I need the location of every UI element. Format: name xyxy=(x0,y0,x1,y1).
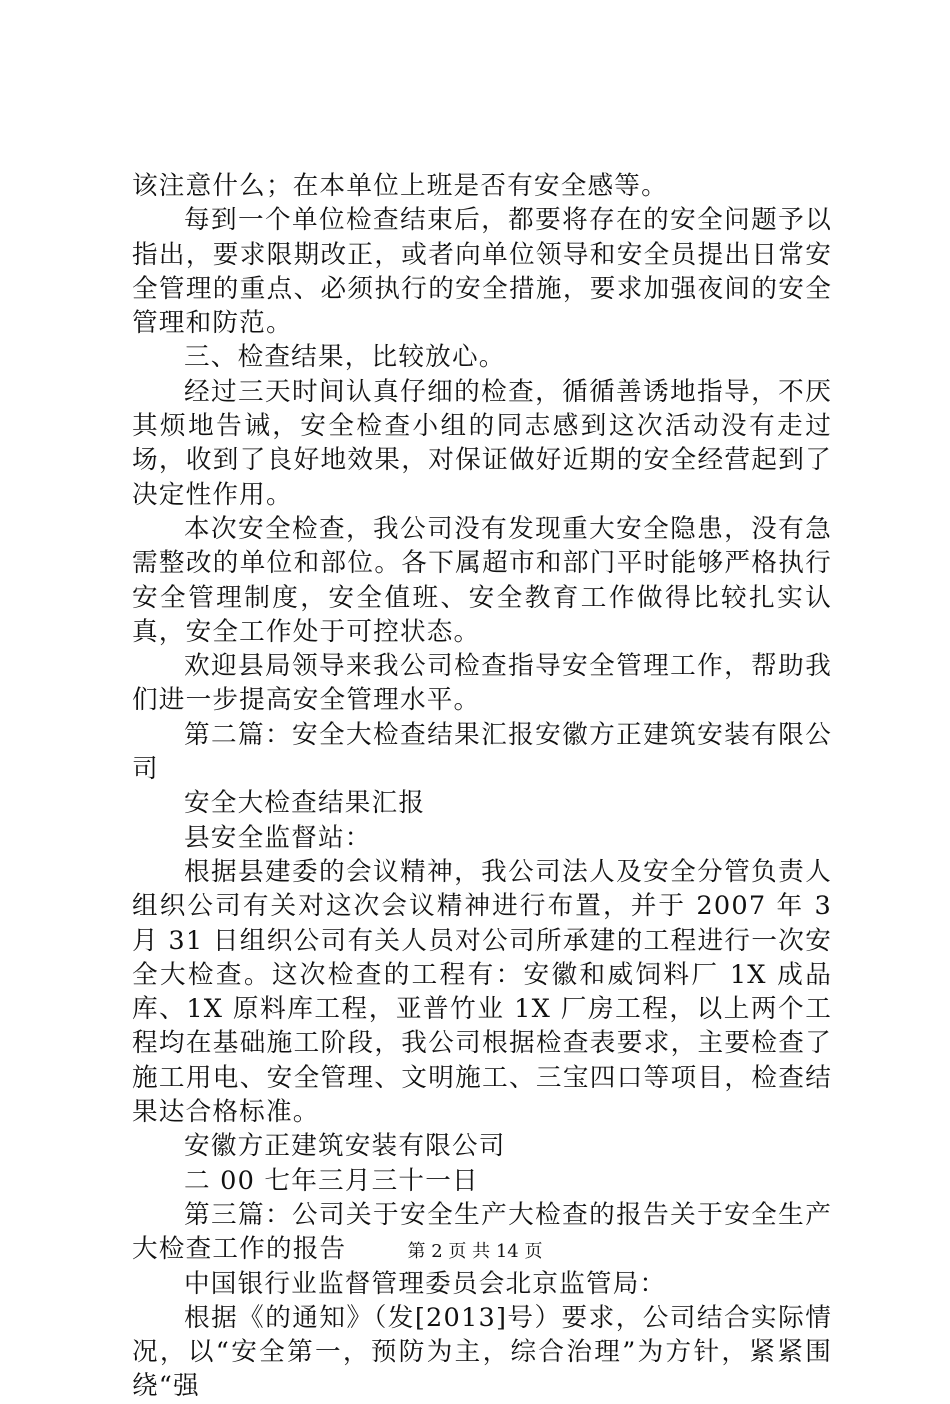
paragraph: 根据《的通知》（发[2013]号）要求，公司结合实际情况，以“安全第一，预防为主，综合治理”为方针，紧紧围绕“强 xyxy=(132,1302,832,1402)
chapter-heading: 第三篇：公司关于安全生产大检查的报告关于安全生产大检查工作的报告 xyxy=(132,1199,832,1265)
chapter-heading: 第二篇：安全大检查结果汇报安徽方正建筑安装有限公司 xyxy=(132,719,832,785)
document-body xyxy=(132,169,832,1404)
signature-organization: 安徽方正建筑安装有限公司 xyxy=(184,1131,506,1162)
page-footer: 第 2 页 共 14 页 xyxy=(407,1241,543,1262)
addressee: 中国银行业监督管理委员会北京监管局： xyxy=(184,1268,667,1299)
signature-date: 二 00 七年三月三十一日 xyxy=(184,1165,479,1196)
section-heading: 三、检查结果，比较放心。 xyxy=(184,342,506,373)
addressee: 县安全监督站： xyxy=(184,822,372,853)
paragraph: 经过三天时间认真仔细的检查，循循善诱地指导，不厌其烦地告诫，安全检查小组的同志感到这次活动没有走过场，收到了良好地效果，对保证做好近期的安全经营起到了决定性作用。 xyxy=(132,376,832,510)
paragraph: 欢迎县局领导来我公司检查指导安全管理工作，帮助我们进一步提高安全管理水平。 xyxy=(132,651,832,716)
report-title: 安全大检查结果汇报 xyxy=(184,788,426,819)
paragraph: 本次安全检查，我公司没有发现重大安全隐患，没有急需整改的单位和部位。各下属超市和部门平时能够严格执行安全管理制度，安全值班、安全教育工作做得比较扎实认真，安全工作处于可控状态。 xyxy=(132,513,832,647)
paragraph-continuation: 该注意什么；在本单位上班是否有安全感等。 xyxy=(132,171,668,201)
paragraph: 每到一个单位检查结束后，都要将存在的安全问题予以指出，要求限期改正，或者向单位领导和安全员提出日常安全管理的重点、必须执行的安全措施，要求加强夜间的安全管理和防范。 xyxy=(132,205,832,339)
paragraph: 根据县建委的会议精神，我公司法人及安全分管负责人组织公司有关对这次会议精神进行布置，并于 2007 年 3 月 31 日组织公司有关人员对公司所承建的工程进行一次安全大检查。这次检查的工程有：安徽和威饲料厂 1X 成品库、1X 原料库工程，亚普竹业 1X 厂房工程，以上两个工程均在基础施工阶段，我公司根据检查表要求，主要检查了施工用电、安全管理、文明施工、三宝四口等项目，检查结果达合格标准。 xyxy=(132,856,832,1128)
